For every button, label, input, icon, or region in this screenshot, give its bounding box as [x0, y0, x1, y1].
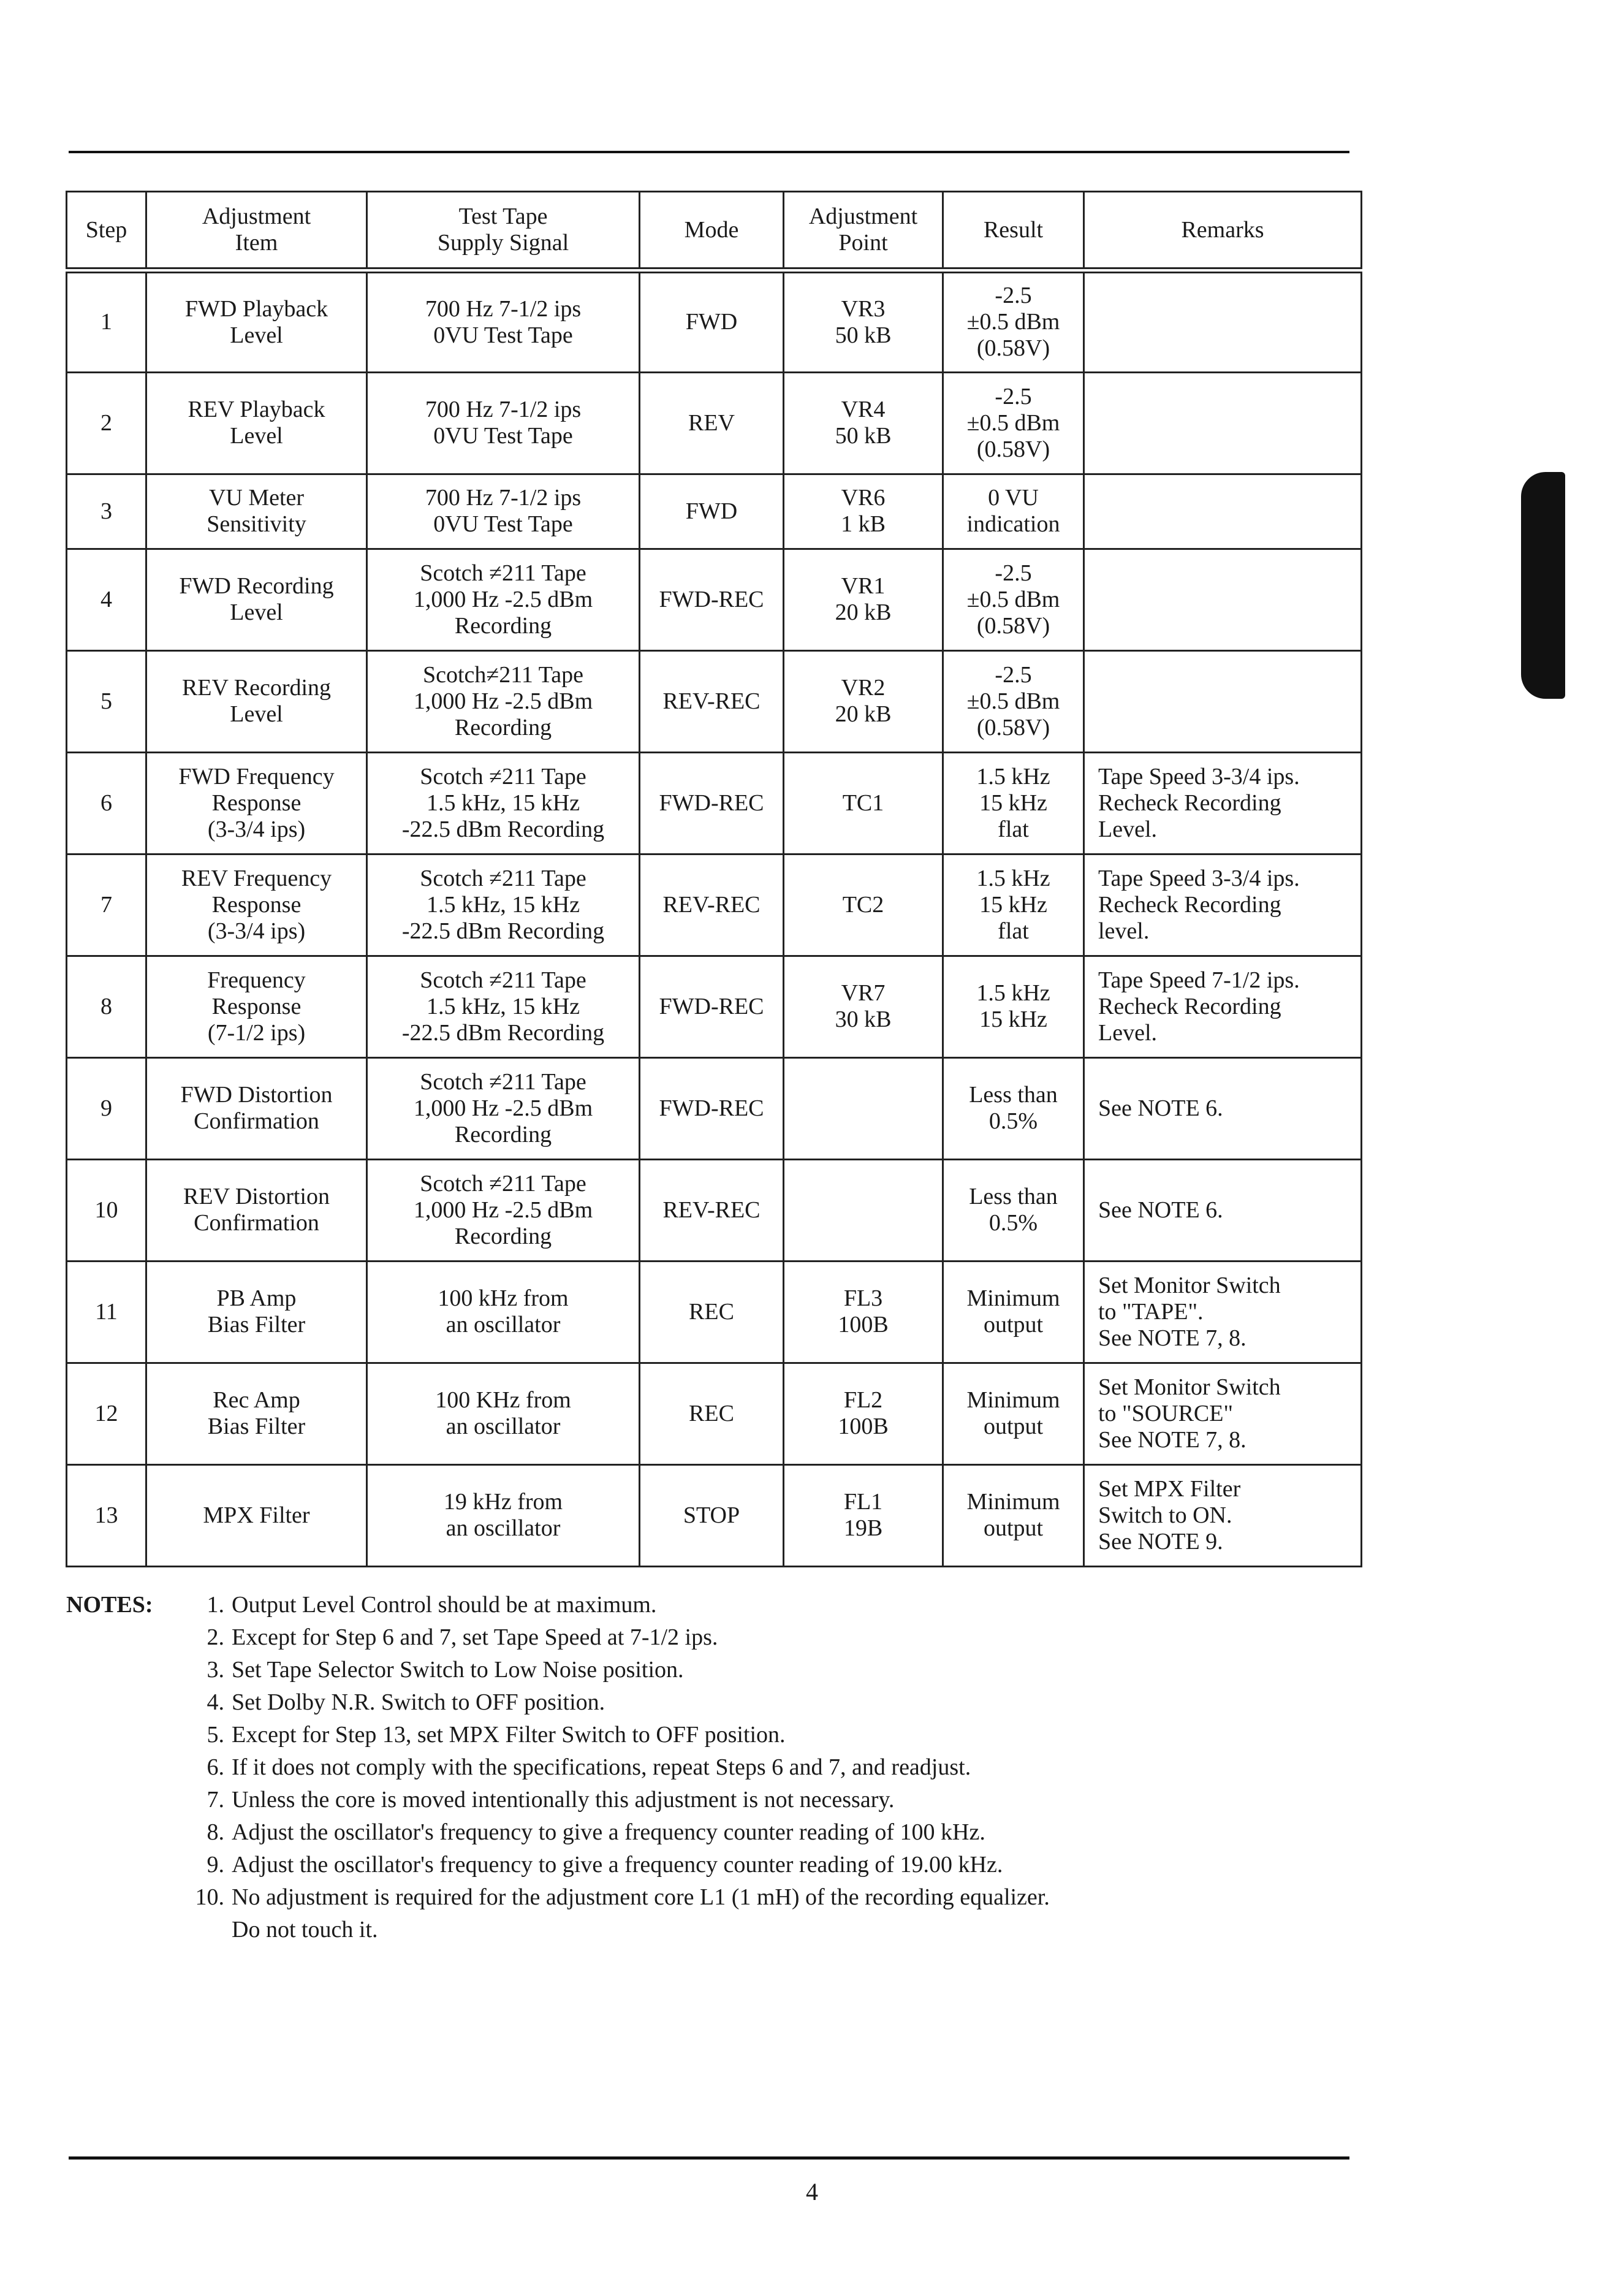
cell-mode: STOP — [640, 1464, 784, 1566]
note-item — [189, 1621, 1353, 1654]
cell-remarks: Set Monitor Switch to "SOURCE" See NOTE 7, 8. — [1084, 1363, 1362, 1464]
cell-test-signal: 700 Hz 7-1/2 ips 0VU Test Tape — [367, 474, 640, 549]
cell-step: 3 — [67, 474, 146, 549]
notes-list — [189, 1589, 1353, 1946]
cell-test-signal: 100 KHz from an oscillator — [367, 1363, 640, 1464]
header-result: Result — [943, 192, 1084, 271]
cell-adjustment-item: FWD Distortion Confirmation — [146, 1057, 367, 1159]
cell-mode: FWD — [640, 474, 784, 549]
table-row — [67, 854, 1362, 956]
cell-adjustment-point: VR4 50 kB — [784, 372, 943, 474]
note-number: 7. — [207, 1787, 224, 1813]
note-text: Adjust the oscillator's frequency to give a frequency counter reading of 100 kHz. — [232, 1819, 985, 1845]
cell-mode: REV-REC — [640, 1159, 784, 1261]
cell-result: -2.5 ±0.5 dBm (0.58V) — [943, 650, 1084, 752]
cell-test-signal: Scotch ≠211 Tape 1,000 Hz -2.5 dBm Recording — [367, 549, 640, 650]
cell-adjustment-point — [784, 1057, 943, 1159]
cell-adjustment-item: FWD Recording Level — [146, 549, 367, 650]
cell-mode: REC — [640, 1261, 784, 1363]
note-number: 3. — [207, 1657, 224, 1683]
note-item — [189, 1654, 1353, 1686]
cell-step: 7 — [67, 854, 146, 956]
note-item — [189, 1686, 1353, 1719]
cell-result: 1.5 kHz 15 kHz — [943, 956, 1084, 1057]
table-row — [67, 549, 1362, 650]
table-row — [67, 752, 1362, 854]
cell-remarks — [1084, 270, 1362, 372]
table-row — [67, 372, 1362, 474]
note-text: Unless the core is moved intentionally this adjustment is not necessary. — [232, 1787, 895, 1813]
page-edge-tab-marker — [1521, 472, 1565, 699]
note-number: 1. — [207, 1592, 224, 1618]
cell-adjustment-item: Frequency Response (7-1/2 ips) — [146, 956, 367, 1057]
cell-adjustment-item: REV Distortion Confirmation — [146, 1159, 367, 1261]
note-item — [189, 1816, 1353, 1849]
adjustment-table — [66, 191, 1362, 1567]
cell-mode: FWD-REC — [640, 956, 784, 1057]
notes-label: NOTES: — [66, 1592, 153, 1618]
cell-adjustment-item: REV Playback Level — [146, 372, 367, 474]
note-text: If it does not comply with the specifications, repeat Steps 6 and 7, and readjust. — [232, 1754, 971, 1780]
table-row — [67, 474, 1362, 549]
page-number: 4 — [806, 2178, 818, 2206]
cell-mode: FWD-REC — [640, 1057, 784, 1159]
cell-remarks: Tape Speed 7-1/2 ips. Recheck Recording Level. — [1084, 956, 1362, 1057]
cell-test-signal: Scotch ≠211 Tape 1.5 kHz, 15 kHz -22.5 dBm Recording — [367, 752, 640, 854]
header-adjustment-point: Adjustment Point — [784, 192, 943, 271]
table-header-row — [67, 192, 1362, 271]
cell-step: 10 — [67, 1159, 146, 1261]
cell-step: 8 — [67, 956, 146, 1057]
cell-adjustment-point: VR2 20 kB — [784, 650, 943, 752]
header-mode: Mode — [640, 192, 784, 271]
cell-adjustment-item: VU Meter Sensitivity — [146, 474, 367, 549]
note-text: Set Tape Selector Switch to Low Noise position. — [232, 1657, 684, 1683]
table-row — [67, 650, 1362, 752]
note-number: 5. — [207, 1722, 224, 1748]
cell-result: Minimum output — [943, 1261, 1084, 1363]
cell-test-signal: 100 kHz from an oscillator — [367, 1261, 640, 1363]
note-number: 10. — [195, 1884, 224, 1910]
cell-adjustment-point: FL3 100B — [784, 1261, 943, 1363]
note-text: Output Level Control should be at maximum. — [232, 1592, 657, 1618]
cell-result: Less than 0.5% — [943, 1057, 1084, 1159]
cell-remarks: See NOTE 6. — [1084, 1057, 1362, 1159]
note-number: 9. — [207, 1852, 224, 1878]
cell-adjustment-item: FWD Playback Level — [146, 270, 367, 372]
note-text: No adjustment is required for the adjustment core L1 (1 mH) of the recording equalizer. Do not touch it. — [232, 1884, 1050, 1943]
note-text: Set Dolby N.R. Switch to OFF position. — [232, 1689, 605, 1715]
table-row — [67, 1159, 1362, 1261]
note-text: Except for Step 13, set MPX Filter Switch to OFF position. — [232, 1722, 786, 1748]
cell-result: -2.5 ±0.5 dBm (0.58V) — [943, 372, 1084, 474]
note-text: Adjust the oscillator's frequency to give a frequency counter reading of 19.00 kHz. — [232, 1852, 1003, 1878]
cell-step: 6 — [67, 752, 146, 854]
cell-adjustment-point: FL2 100B — [784, 1363, 943, 1464]
top-rule — [69, 151, 1349, 153]
note-number: 8. — [207, 1819, 224, 1845]
cell-step: 1 — [67, 270, 146, 372]
cell-adjustment-point: VR3 50 kB — [784, 270, 943, 372]
cell-step: 12 — [67, 1363, 146, 1464]
note-item — [189, 1849, 1353, 1881]
cell-adjustment-item: REV Frequency Response (3-3/4 ips) — [146, 854, 367, 956]
table-row — [67, 270, 1362, 372]
cell-result: Less than 0.5% — [943, 1159, 1084, 1261]
cell-result: Minimum output — [943, 1464, 1084, 1566]
cell-remarks — [1084, 372, 1362, 474]
cell-adjustment-item: Rec Amp Bias Filter — [146, 1363, 367, 1464]
note-number: 6. — [207, 1754, 224, 1780]
cell-remarks — [1084, 650, 1362, 752]
cell-result: -2.5 ±0.5 dBm (0.58V) — [943, 549, 1084, 650]
cell-test-signal: 700 Hz 7-1/2 ips 0VU Test Tape — [367, 372, 640, 474]
note-item — [189, 1751, 1353, 1784]
cell-adjustment-item: MPX Filter — [146, 1464, 367, 1566]
cell-test-signal: Scotch ≠211 Tape 1.5 kHz, 15 kHz -22.5 dBm Recording — [367, 854, 640, 956]
cell-remarks: Tape Speed 3-3/4 ips. Recheck Recording level. — [1084, 854, 1362, 956]
header-test-tape-signal: Test Tape Supply Signal — [367, 192, 640, 271]
cell-step: 2 — [67, 372, 146, 474]
note-item — [189, 1589, 1353, 1621]
table-row — [67, 1057, 1362, 1159]
cell-adjustment-point: VR6 1 kB — [784, 474, 943, 549]
cell-test-signal: Scotch ≠211 Tape 1.5 kHz, 15 kHz -22.5 dBm Recording — [367, 956, 640, 1057]
cell-remarks: Tape Speed 3-3/4 ips. Recheck Recording Level. — [1084, 752, 1362, 854]
table-row — [67, 1261, 1362, 1363]
cell-step: 9 — [67, 1057, 146, 1159]
note-item — [189, 1719, 1353, 1751]
header-step: Step — [67, 192, 146, 271]
cell-test-signal: Scotch≠211 Tape 1,000 Hz -2.5 dBm Recording — [367, 650, 640, 752]
cell-result: Minimum output — [943, 1363, 1084, 1464]
note-number: 2. — [207, 1624, 224, 1650]
note-number: 4. — [207, 1689, 224, 1715]
cell-mode: REV-REC — [640, 650, 784, 752]
cell-adjustment-point: VR1 20 kB — [784, 549, 943, 650]
cell-step: 5 — [67, 650, 146, 752]
cell-mode: REV — [640, 372, 784, 474]
cell-adjustment-point: TC1 — [784, 752, 943, 854]
cell-adjustment-point: VR7 30 kB — [784, 956, 943, 1057]
cell-remarks: Set MPX Filter Switch to ON. See NOTE 9. — [1084, 1464, 1362, 1566]
cell-step: 13 — [67, 1464, 146, 1566]
table-row — [67, 1363, 1362, 1464]
cell-test-signal: 19 kHz from an oscillator — [367, 1464, 640, 1566]
cell-mode: REC — [640, 1363, 784, 1464]
cell-test-signal: 700 Hz 7-1/2 ips 0VU Test Tape — [367, 270, 640, 372]
cell-test-signal: Scotch ≠211 Tape 1,000 Hz -2.5 dBm Recording — [367, 1057, 640, 1159]
cell-step: 11 — [67, 1261, 146, 1363]
cell-remarks: Set Monitor Switch to "TAPE". See NOTE 7, 8. — [1084, 1261, 1362, 1363]
cell-adjustment-item: PB Amp Bias Filter — [146, 1261, 367, 1363]
cell-mode: REV-REC — [640, 854, 784, 956]
cell-result: 1.5 kHz 15 kHz flat — [943, 854, 1084, 956]
cell-step: 4 — [67, 549, 146, 650]
bottom-rule — [69, 2156, 1349, 2160]
cell-result: -2.5 ±0.5 dBm (0.58V) — [943, 270, 1084, 372]
cell-remarks: See NOTE 6. — [1084, 1159, 1362, 1261]
cell-mode: FWD-REC — [640, 549, 784, 650]
cell-remarks — [1084, 549, 1362, 650]
note-item — [189, 1881, 1353, 1946]
table-row — [67, 956, 1362, 1057]
table-body — [67, 270, 1362, 1566]
cell-test-signal: Scotch ≠211 Tape 1,000 Hz -2.5 dBm Recording — [367, 1159, 640, 1261]
cell-adjustment-point: TC2 — [784, 854, 943, 956]
cell-adjustment-point — [784, 1159, 943, 1261]
note-item — [189, 1784, 1353, 1816]
cell-result: 1.5 kHz 15 kHz flat — [943, 752, 1084, 854]
header-remarks: Remarks — [1084, 192, 1362, 271]
header-adjustment-item: Adjustment Item — [146, 192, 367, 271]
cell-result: 0 VU indication — [943, 474, 1084, 549]
cell-mode: FWD — [640, 270, 784, 372]
table-row — [67, 1464, 1362, 1566]
note-text: Except for Step 6 and 7, set Tape Speed at 7-1/2 ips. — [232, 1624, 718, 1650]
cell-adjustment-point: FL1 19B — [784, 1464, 943, 1566]
cell-adjustment-item: REV Recording Level — [146, 650, 367, 752]
cell-mode: FWD-REC — [640, 752, 784, 854]
cell-remarks — [1084, 474, 1362, 549]
cell-adjustment-item: FWD Frequency Response (3-3/4 ips) — [146, 752, 367, 854]
